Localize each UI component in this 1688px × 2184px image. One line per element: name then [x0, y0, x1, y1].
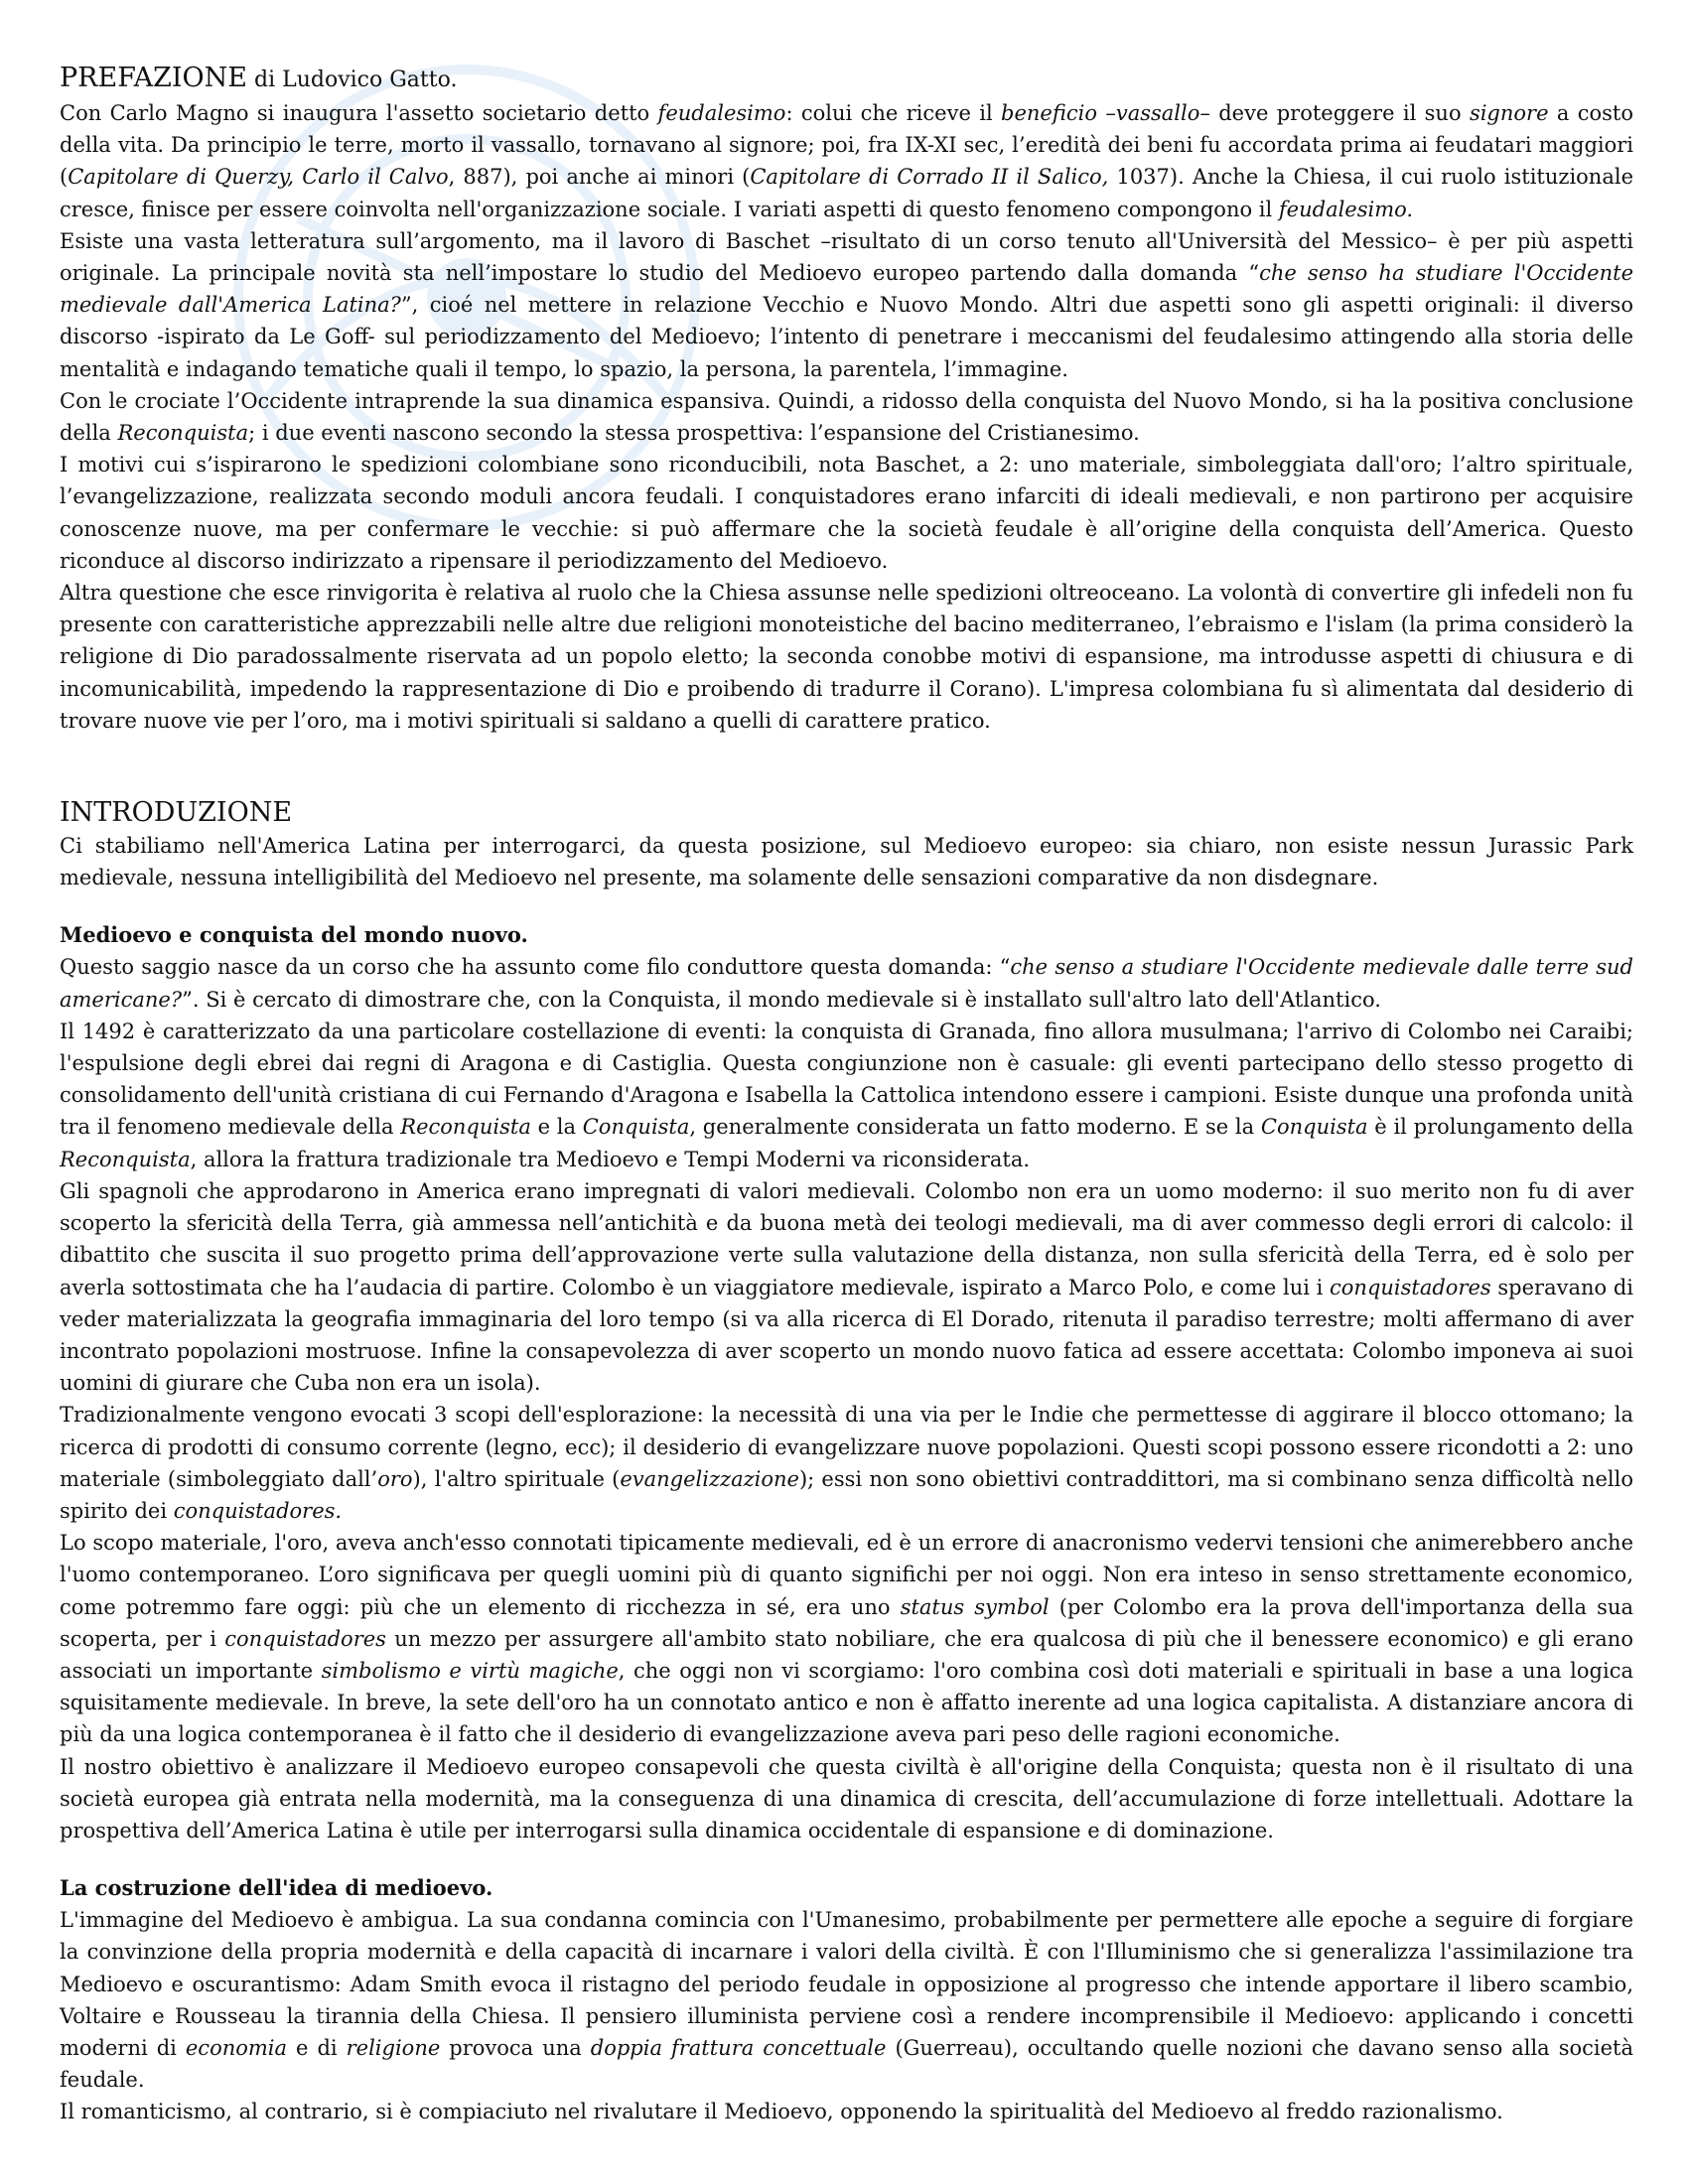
italic-run: che senso a studiare l'Occidente medievale dalle terre sud americane? [60, 955, 1633, 1012]
text-run: , allora la frattura tradizionale tra Medioevo e Tempi Moderni va riconsiderata. [190, 1147, 1031, 1171]
italic-run: Capitolare di Querzy, Carlo il Calvo [68, 165, 449, 190]
text-run: provoca una [440, 2035, 591, 2060]
italic-run: beneficio [1001, 101, 1097, 125]
text-run: , 887), poi anche ai minori ( [448, 165, 751, 190]
section1-paragraph-6 [60, 1751, 1633, 1847]
text-run: I motivi cui s’ispirarono le spedizioni colombiane sono riconducibili, nota Baschet, a 2: uno materiale, simboleggiata dall'oro; l’altro spirituale, l’evangelizzazione, realizzata secondo moduli ancora feudali. I conquistadores erano infarciti di ideali medievali, e non partirono per acquisire conoscenze nuove, ma per confermare le vecchie: si può affermare che la società feudale è all’origine della conquista dell’America. Questo riconduce al discorso indirizzato a ripensare il periodizzamento del Medioevo. [60, 453, 1633, 573]
intro-paragraph-1 [60, 830, 1633, 893]
text-run: (per Colombo era la prova dell'importanza della sua scoperta, per i [60, 1594, 1633, 1651]
text-run: ; i due eventi nascono secondo la stessa prospettiva: l’espansione del Cristianesimo. [248, 421, 1140, 446]
text-run: Il 1492 è caratterizzato da una particolare costellazione di eventi: la conquista di Granada, fino allora musulmana; l'arrivo di Colombo nei Caraibi; l'espulsione degli ebrei dai regni di Aragona e di Castiglia. Questa congiunzione non è casuale: gli eventi partecipano dello stesso progetto di consolidamento dell'unità cristiana di cui Fernando d'Aragona e Isabella la Cattolica intendono essere i campioni. Esiste dunque una profonda unità tra il fenomeno medievale della [60, 1019, 1633, 1140]
intro-heading: INTRODUZIONE [60, 797, 293, 829]
italic-run: Conquista [1260, 1115, 1368, 1140]
italic-run: Reconquista [400, 1115, 531, 1140]
italic-run: conquistadores [1330, 1275, 1491, 1299]
text-run: Esiste una vasta letteratura sull’argomento, ma il lavoro di Baschet –risultato di un corso tenuto all'Università del Messico– è per più aspetti originale. La principale novità sta nell’impostare lo studio del Medioevo europeo partendo dalla domanda “ [60, 228, 1633, 286]
italic-run: religione [346, 2035, 441, 2060]
italic-run: status symbol [900, 1594, 1050, 1619]
text-run: a costo della vita. Da principio le terre, morto il vassallo, tornavano al signore; poi, fra IX-XI sec, l’eredità dei beni fu accordata prima ai feudatari maggiori ( [60, 101, 1633, 190]
italic-run: feudalesimo [657, 101, 786, 125]
text-run: , generalmente considerata un fatto moderno. E se la [689, 1115, 1261, 1140]
text-run: Altra questione che esce rinvigorita è relativa al ruolo che la Chiesa assunse nelle spedizioni oltreoceano. La volontà di convertire gli infedeli non fu presente con caratteristiche apprezzabili nelle altre due religioni monoteistiche del bacino mediterraneo, l’ebraismo e l'islam (la prima considerò la religione di Dio paradossalmente riservata ad un popolo eletto; la seconda conobbe motivi di espansione, ma introdusse aspetti di chiusura e di incomunicabilità, impedendo la rappresentazione di Dio e proibendo di tradurre il Corano). L'impresa colombiana fu sì alimentata dal desiderio di trovare nuove vie per l’oro, ma i motivi spirituali si saldano a quelli di carattere pratico. [60, 581, 1633, 733]
italic-run: Conquista [582, 1115, 690, 1140]
text-run: – deve proteggere il suo [1199, 101, 1470, 125]
text-run: Con le crociate l’Occidente intraprende la sua dinamica espansiva. Quindi, a ridosso della conquista del Nuovo Mondo, si ha la positiva conclusione della [60, 388, 1633, 446]
text-run: un mezzo per assurgere all'ambito stato nobiliare, che era qualcosa di più che il benessere economico) e gli erano associati un importante [60, 1626, 1633, 1683]
preface-paragraph-3 [60, 385, 1633, 449]
section2-paragraph-1 [60, 1904, 1633, 2096]
italic-run: Reconquista [117, 421, 249, 446]
section1-paragraph-3 [60, 1175, 1633, 1399]
text-run: L'immagine del Medioevo è ambigua. La sua condanna comincia con l'Umanesimo, probabilmente per permettere alle epoche a seguire di forgiare la convinzione della propria modernità e della capacità di incarnare i valori della civiltà. È con l'Illuminismo che si generalizza l'assimilazione tra Medioevo e oscurantismo: Adam Smith evoca il ristagno del periodo feudale in opposizione al progresso che intende apportare il libero scambio, Voltaire e Rousseau la tirannia della Chiesa. Il pensiero illuminista perviene così a rendere incomprensibile il Medioevo: applicando i concetti moderni di [60, 1908, 1633, 2060]
preface-paragraph-4 [60, 449, 1633, 577]
section1-paragraph-5 [60, 1527, 1633, 1750]
text-run: Lo scopo materiale, l'oro, aveva anch'esso connotati tipicamente medievali, ed è un errore di anacronismo vedervi tensioni che animerebbero anche l'uomo contemporaneo. L’oro significava per quegli uomini più di quanto significhi per noi oggi. Non era inteso in senso strettamente economico, come potremmo fare oggi: più che un elemento di ricchezza in sé, era uno [60, 1531, 1633, 1619]
text-run: e la [530, 1115, 583, 1140]
italic-run: evangelizzazione [620, 1466, 799, 1491]
italic-run: conquistadores. [173, 1498, 343, 1523]
italic-run: economia [185, 2035, 288, 2060]
italic-run: doppia frattura concettuale [590, 2035, 887, 2060]
text-run: ”. Si è cercato di dimostrare che, con la Conquista, il mondo medievale si è installato sull'altro lato dell'Atlantico. [182, 987, 1381, 1012]
italic-run: conquistadores [224, 1626, 386, 1651]
italic-run: feudalesimo. [1278, 197, 1414, 221]
text-run: speravano di veder materializzata la geografia immaginaria del loro tempo (si va alla ricerca di El Dorado, ritenuta il paradiso terrestre; molti affermano di aver incontrato popolazioni mostruose. Infine la consapevolezza di aver scoperto un mondo nuovo fatica ad essere accettata: Colombo imponeva ai suoi uomini di giurare che Cuba non era un isola). [60, 1275, 1633, 1396]
italic-run: Capitolare di Corrado II il Salico, [750, 165, 1109, 190]
italic-run: che senso ha studiare l'Occidente medievale dall'America Latina? [60, 261, 1634, 318]
italic-run: vassallo [1115, 101, 1200, 125]
text-run: Il romanticismo, al contrario, si è compiaciuto nel rivalutare il Medioevo, opponendo la spiritualità del Medioevo al freddo razionalismo. [60, 2100, 1503, 2124]
section1-paragraph-1 [60, 951, 1633, 1015]
italic-run: oro [377, 1466, 413, 1491]
text-run: e di [287, 2035, 347, 2060]
text-run: è il prolungamento della [1367, 1115, 1633, 1140]
text-run: 1037). Anche la Chiesa, il cui ruolo istituzionale cresce, finisce per essere coinvolta nell'organizzazione sociale. I variati aspetti di questo fenomeno compongono il [60, 165, 1633, 221]
text-run: Il nostro obiettivo è analizzare il Medioevo europeo consapevoli che questa civiltà è all'origine della Conquista; questa non è il risultato di una società europea già entrata nella modernità, ma la conseguenza di una dinamica di crescita, dell’accumulazione di forze intellettuali. Adottare la prospettiva dell’America Latina è utile per interrogarsi sulla dinamica occidentale di espansione e di dominazione. [60, 1754, 1633, 1843]
preface-paragraph-5 [60, 577, 1633, 737]
subsection-heading-2: La costruzione dell'idea di medioevo. [60, 1875, 493, 1901]
document-page [60, 62, 1633, 2128]
preface-byline: di Ludovico Gatto. [247, 68, 458, 92]
text-run: Tradizionalmente vengono evocati 3 scopi dell'esplorazione: la necessità di una via per le Indie che permettesse di aggirare il blocco ottomano; la ricerca di prodotti di consumo corrente (legno, ecc); il desiderio di evangelizzare nuove popolazioni. Questi scopi possono essere ricondotti a 2: uno materiale (simboleggiato dall’ [60, 1403, 1633, 1491]
section1-paragraph-4 [60, 1399, 1633, 1527]
preface-heading: PREFAZIONE di Ludovico Gatto. [60, 63, 458, 93]
preface-paragraph-1 [60, 97, 1633, 225]
preface-paragraph-2 [60, 225, 1633, 385]
text-run: ”, cioé nel mettere in relazione Vecchio e Nuovo Mondo. Altri due aspetti sono gli aspetti originali: il diverso discorso -ispirato da Le Goff- sul periodizzamento del Medioevo; l’intento di penetrare i meccanismi del feudalesimo attingendo alla storia delle mentalità e indagando tematiche quali il tempo, lo spazio, la persona, la parentela, l’immagine. [60, 293, 1633, 381]
text-run: Questo saggio nasce da un corso che ha assunto come filo conduttore questa domanda: “ [60, 955, 1011, 980]
text-run: , che oggi non vi scorgiamo: l'oro combina così doti materiali e spirituali in base a una logica squisitamente medievale. In breve, la sete dell'oro ha un connotato antico e non è affatto inerente ad una logica capitalista. A distanziare ancora di più da una logica contemporanea è il fatto che il desiderio di evangelizzazione aveva pari peso delle ragioni economiche. [60, 1658, 1633, 1747]
text-run: Ci stabiliamo nell'America Latina per interrogarci, da questa posizione, sul Medioevo europeo: sia chiaro, non esiste nessun Jurassic Park medievale, nessuna intelligibilità del Medioevo nel presente, ma solamente delle sensazioni comparative da non disdegnare. [60, 834, 1633, 890]
italic-run: signore [1469, 101, 1549, 125]
text-run: ), l'altro spirituale ( [412, 1466, 621, 1491]
text-run: (Guerreau), occultando quelle nozioni che davano senso alla società feudale. [60, 2035, 1633, 2093]
italic-run: simbolismo e virtù magiche [321, 1658, 619, 1683]
text-run: ); essi non sono obiettivi contraddittori, ma si combinano senza difficoltà nello spirito dei [60, 1466, 1633, 1523]
text-run: Gli spagnoli che approdarono in America erano impregnati di valori medievali. Colombo non era un uomo moderno: il suo merito non fu di aver scoperto la sfericità della Terra, già ammessa nell’antichità e da buona metà dei teologi medievali, ma di aver commesso degli errori di calcolo: il dibattito che suscita il suo progetto prima dell’approvazione verte sulla valutazione della distanza, non sulla sfericità della Terra, ed è solo per averla sottostimata che ha l’audacia di partire. Colombo è un viaggiatore medievale, ispirato a Marco Polo, e come lui i [60, 1178, 1633, 1299]
subsection-heading-1: Medioevo e conquista del mondo nuovo. [60, 922, 528, 948]
section1-paragraph-2 [60, 1016, 1633, 1175]
text-run: Con Carlo Magno si inaugura l'assetto societario detto [60, 101, 658, 125]
text-run: : colui che riceve il [785, 101, 1002, 125]
italic-run: Reconquista [60, 1147, 191, 1171]
text-run: – [1096, 101, 1116, 125]
section2-paragraph-2 [60, 2096, 1633, 2127]
